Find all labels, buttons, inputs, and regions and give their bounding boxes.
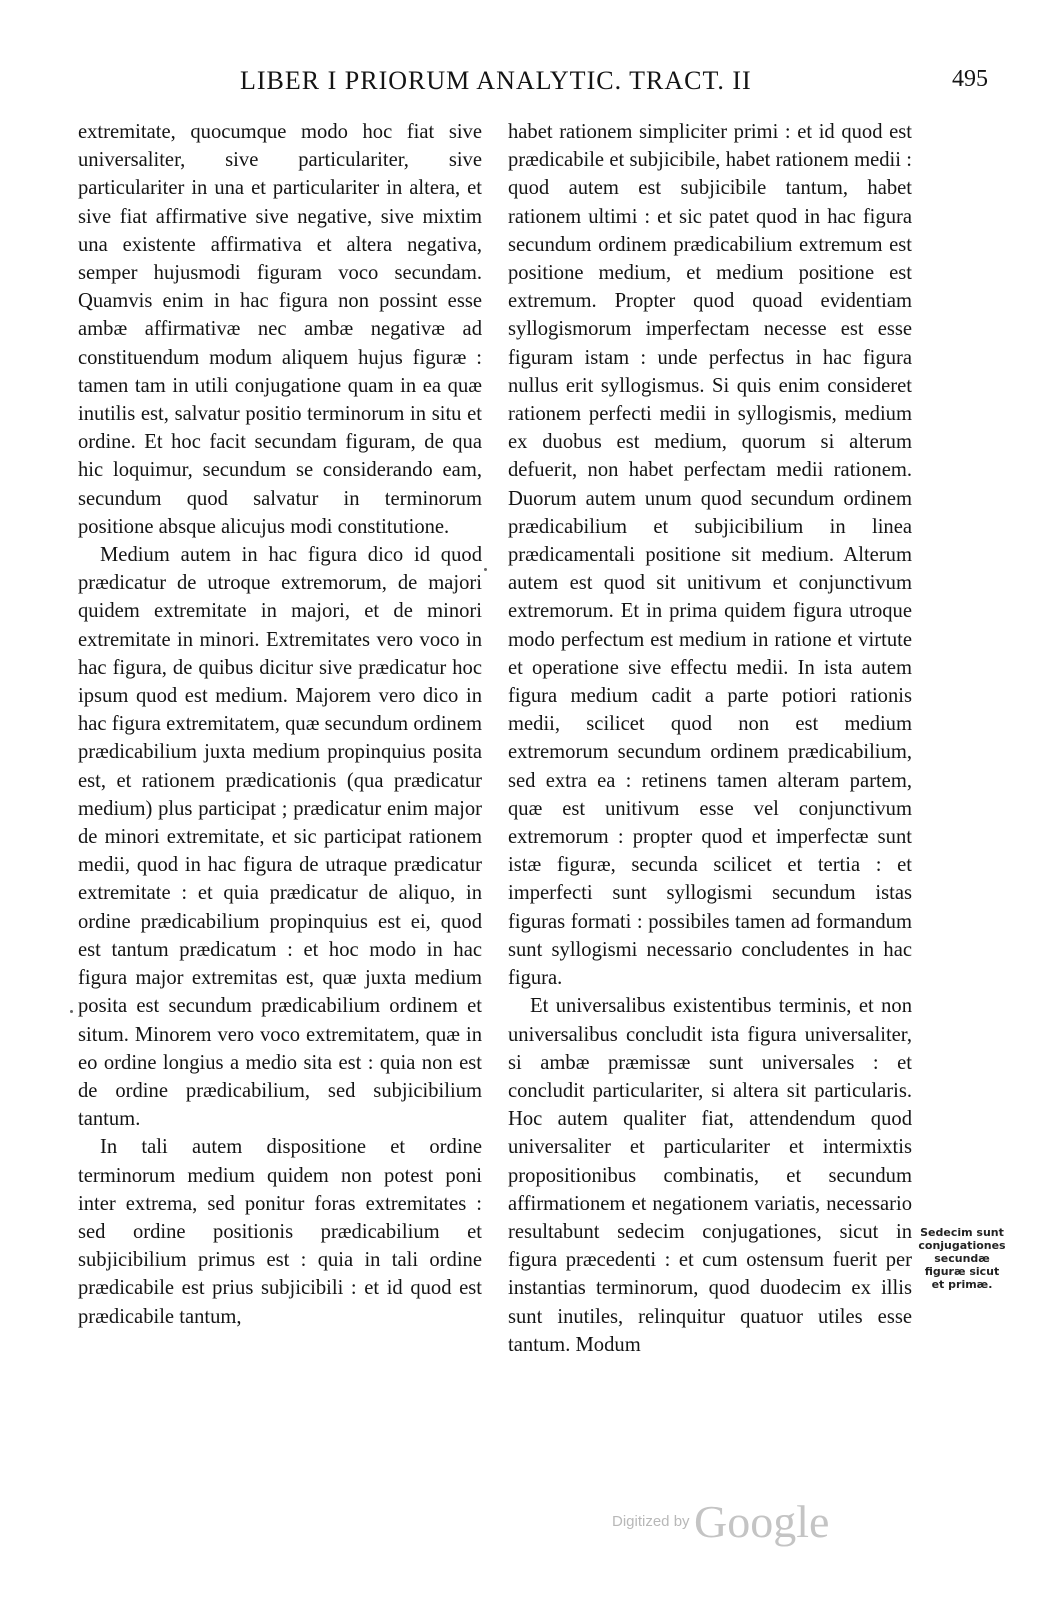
right-column [508, 118, 912, 1359]
google-logo: Google [694, 1496, 830, 1547]
stray-mark [484, 568, 487, 571]
marginal-note: Sedecim sunt conjugationes secundæ figuræ sicut et primæ. [918, 1226, 1006, 1291]
digitized-watermark [612, 1495, 829, 1548]
stray-mark [70, 1010, 73, 1013]
left-column [78, 118, 482, 1331]
right-paragraph-2: Et universalibus existentibus terminis, et non universalibus concludit ista figura universaliter, si ambæ præmissæ sunt universales : et concludit particulariter, si altera sit particularis. Hoc autem qualiter fiat, attendendum quod universaliter et particulariter et intermixtis propositionibus combinatis, et secundum affirmationem et negationem variatis, necessario resultabunt sedecim conjugationes, sicut in figura præcedenti : et cum ostensum fuerit per instantias terminorum, quod duodecim ex illis sunt inutiles, relinquitur quatuor utiles esse tantum. Modum [508, 995, 912, 1356]
right-paragraph-1: habet rationem simpliciter primi : et id quod est prædicabile et subjicibile, habet rationem medii : quod autem est subjicibile tantum, habet rationem ultimi : et sic patet quod in hac figura secundum ordinem prædicabilium extremum est positione medium, et medium positione est extremum. Propter quod quoad evidentiam syllogismorum imperfectam necesse est esse figuram istam : unde perfectus in hac figura nullus erit syllogismus. Si quis enim consideret rationem perfecti medii in syllogismis, medium ex duobus est medium, quorum si alterum defuerit, non habet perfectam medii rationem. Duorum autem unum quod secundum ordinem prædicabilium et subjicibilium in linea prædicamentali positione sit medium. Alterum autem est quod sit unitivum et conjunctivum extremorum. Et in prima quidem figura utroque modo perfectum est medium in ratione et virtute et operatione sive effectu medii. In ista autem figura medium cadit a parte potiori rationis medii, scilicet quod non est medium extremorum secundum ordinem prædicabilium, sed extra ea : retinens tamen alteram partem, quæ est unitivum esse vel conjunctivum extremorum : propter quod et imperfectæ sunt istæ figuræ, secunda scilicet et tertia : et imperfecti sunt syllogismi secundum istas figuras formati : possibiles tamen ad formandum sunt syllogismi necessario concludentes in hac figura. [508, 121, 912, 990]
running-header: LIBER I PRIORUM ANALYTIC. TRACT. II [240, 66, 752, 95]
watermark-prefix: Digitized by [612, 1513, 690, 1530]
left-paragraph-2: Medium autem in hac figura dico id quod prædicatur de utroque extremorum, de majori quidem extremitate in majori, et de minori extremitate in minori. Extremitates vero voco in hac figura, de quibus dicitur sive prædicatur hoc ipsum quod est medium. Majorem vero dico in hac figura extremitatem, quæ secundum ordinem prædicabilium juxta medium propinquius posita est, et rationem prædicationis (qua prædicatur medium) plus participat ; prædicatur enim major de minori extremitate, et sic participat rationem medii, quod in hac figura de utraque prædicatur extremitate : et quia prædicatur de aliquo, in ordine prædicabilium propinquius est ei, quod est tantum prædicatum : et hoc modo in hac figura major extremitas est, quæ juxta medium posita est secundum prædicabilium ordinem et situm. Minorem vero voco extremitatem, quæ in eo ordine longius a medio sita est : quia non est de ordine prædicabilium, sed subjicibilium tantum. [78, 544, 482, 1131]
left-paragraph-3: In tali autem dispositione et ordine terminorum medium quidem non potest poni inter extrema, sed ponitur foras extremitates : sed ordine positionis prædicabilium et subjicibilium primus est : quia in tali ordine prædicabile est prius subjicibili : et id quod est prædicabile tantum, [78, 1136, 482, 1328]
page-number: 495 [952, 66, 988, 92]
left-paragraph-1: extremitate, quocumque modo hoc fiat sive universaliter, sive particulariter, sive particulariter in una et particulariter in altera, et sive fiat affirmative sive negative, sive mixtim una existente affirmativa et altera negativa, semper hujusmodi figuram voco secundam. Quamvis enim in hac figura non possint esse ambæ affirmativæ nec ambæ negativæ ad constituendum modum aliquem hujus figuræ : tamen tam in utili conjugatione quam in ea quæ inutilis est, salvatur positio terminorum in situ et ordine. Et hoc facit secundam figuram, de qua hic loquimur, secundum se considerando eam, secundum quod salvatur in terminorum positione absque alicujus modi constitutione. [78, 121, 482, 538]
